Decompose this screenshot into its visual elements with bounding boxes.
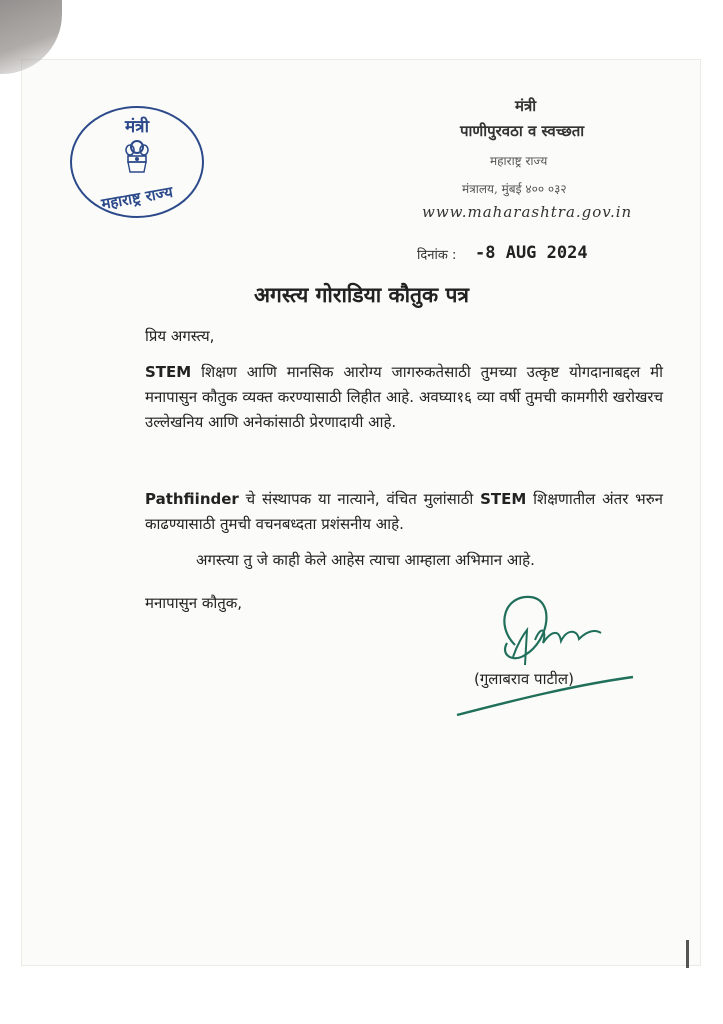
signature-scribble [455, 585, 635, 725]
paragraph-3: अगस्त्या तु जे काही केले आहेस त्याचा आम्हाला अभिमान आहे. [196, 551, 535, 569]
paragraph-1 [145, 360, 663, 435]
date-label: दिनांक : [417, 248, 457, 263]
paragraph-1-bold: STEM [145, 363, 192, 381]
signatory-name: (गुलाबराव पाटील) [474, 670, 574, 688]
paragraph-1-text: शिक्षण आणि मानसिक आरोग्य जागरुकतेसाठी तुमच्या उत्कृष्ट योगदानाबद्दल मी मनापासुन कौतुक व्यक्त करण्यासाठी लिहीत आहे. अवघ्या१६ व्या वर्षी तुमची कामगीरी खरोखरच उल्लेखनिय आणि अनेकांसाठी प्रेरणादायी आहे. [145, 363, 663, 431]
paragraph-2-bold: Pathfiinder [145, 490, 239, 508]
seal-top-text: मंत्री [125, 117, 149, 137]
paragraph-2 [145, 487, 663, 537]
letterhead-department: पाणीपुरवठा व स्वच्छता [460, 122, 585, 140]
paragraph-2-bold-b: STEM [480, 490, 527, 508]
scan-edge-mark [686, 940, 689, 968]
letterhead-address: मंत्रालय, मुंबई ४०० ०३२ [462, 182, 567, 196]
date-stamp: -8 AUG 2024 [475, 243, 588, 263]
official-seal [70, 106, 204, 218]
letterhead-minister: मंत्री [515, 97, 537, 115]
seal-bottom-text: महाराष्ट्र राज्य [99, 182, 175, 214]
letter-title: अगस्त्य गोराडिया कौतुक पत्र [253, 283, 469, 307]
letterhead-state: महाराष्ट्र राज्य [490, 154, 548, 168]
salutation: प्रिय अगस्त्य, [145, 327, 215, 345]
paragraph-2-text-a: चे संस्थापक या नात्याने, वंचित मुलांसाठी [238, 490, 481, 508]
paragraph-2-text-b: शिक्षणातील अंतर भरुन काढण्यासाठी तुमची वचनबध्दता प्रशंसनीय आहे. [145, 490, 663, 533]
lion-emblem-icon [122, 138, 152, 178]
closing-line: मनापासुन कौतुक, [145, 594, 243, 612]
letterhead-website: www.maharashtra.gov.in [422, 203, 633, 221]
